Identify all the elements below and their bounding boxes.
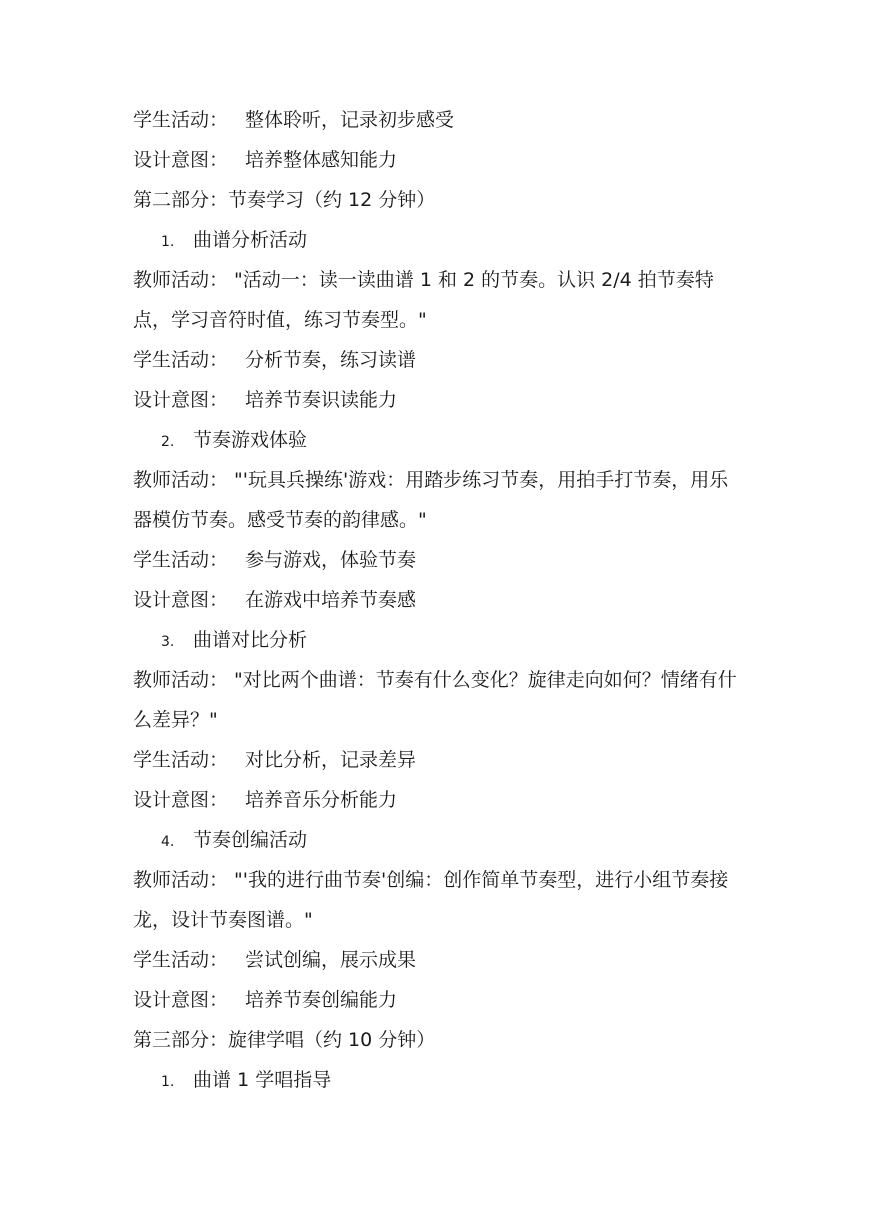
numbered-item (133, 620, 743, 660)
item-text: 曲谱分析活动 (193, 229, 308, 251)
line-text: 在游戏中培养节奏感 (245, 589, 417, 611)
paragraph-text: 教师活动： "对比两个曲谱：节奏有什么变化？旋律走向如何？情绪有什么差异？" (133, 669, 737, 731)
line-label: 学生活动： (133, 949, 229, 971)
student-activity-line (133, 340, 743, 380)
item-text: 节奏创编活动 (193, 829, 308, 851)
line-label: 学生活动： (133, 749, 229, 771)
section-heading: 第三部分：旋律学唱（约 10 分钟） (133, 1029, 436, 1051)
line-text: 对比分析，记录差异 (245, 749, 417, 771)
teacher-activity-paragraph (133, 460, 743, 540)
item-text: 节奏游戏体验 (193, 429, 308, 451)
line-label: 设计意图： (133, 389, 229, 411)
numbered-item (133, 420, 743, 460)
line-label: 设计意图： (133, 989, 229, 1011)
item-number: 1. (161, 1074, 175, 1090)
item-number: 2. (161, 434, 175, 450)
item-number: 4. (161, 834, 175, 850)
numbered-item (133, 220, 743, 260)
line-text: 培养音乐分析能力 (245, 789, 398, 811)
student-activity-line (133, 940, 743, 980)
paragraph-text: 教师活动： "'我的进行曲节奏'创编：创作简单节奏型，进行小组节奏接龙，设计节奏图谱。" (133, 869, 729, 931)
teacher-activity-paragraph (133, 660, 743, 740)
line-text: 培养整体感知能力 (245, 149, 398, 171)
paragraph-text: 教师活动： "'玩具兵操练'游戏：用踏步练习节奏，用拍手打节奏，用乐器模仿节奏。感受节奏的韵律感。" (133, 469, 729, 531)
design-intent-line (133, 580, 743, 620)
line-text: 分析节奏，练习读谱 (245, 349, 417, 371)
teacher-activity-paragraph (133, 260, 743, 340)
item-text: 曲谱 1 学唱指导 (193, 1069, 332, 1091)
line-label: 学生活动： (133, 109, 229, 131)
line-text: 尝试创编，展示成果 (245, 949, 417, 971)
line-text: 培养节奏创编能力 (245, 989, 398, 1011)
paragraph-text: 教师活动： "活动一：读一读曲谱 1 和 2 的节奏。认识 2/4 拍节奏特点，学习音符时值，练习节奏型。" (133, 269, 714, 331)
design-intent-line (133, 140, 743, 180)
item-number: 1. (161, 234, 175, 250)
numbered-item (133, 1060, 743, 1100)
item-number: 3. (161, 634, 175, 650)
line-text: 参与游戏，体验节奏 (245, 549, 417, 571)
document-body (133, 100, 743, 1100)
line-label: 设计意图： (133, 789, 229, 811)
numbered-item (133, 820, 743, 860)
design-intent-line (133, 780, 743, 820)
item-text: 曲谱对比分析 (193, 629, 308, 651)
line-label: 设计意图： (133, 589, 229, 611)
student-activity-line (133, 100, 743, 140)
design-intent-line (133, 980, 743, 1020)
teacher-activity-paragraph (133, 860, 743, 940)
line-text: 培养节奏识读能力 (245, 389, 398, 411)
design-intent-line (133, 380, 743, 420)
line-text: 整体聆听，记录初步感受 (245, 109, 455, 131)
student-activity-line (133, 740, 743, 780)
line-label: 设计意图： (133, 149, 229, 171)
student-activity-line (133, 540, 743, 580)
section-heading: 第二部分：节奏学习（约 12 分钟） (133, 189, 436, 211)
line-label: 学生活动： (133, 349, 229, 371)
line-label: 学生活动： (133, 549, 229, 571)
